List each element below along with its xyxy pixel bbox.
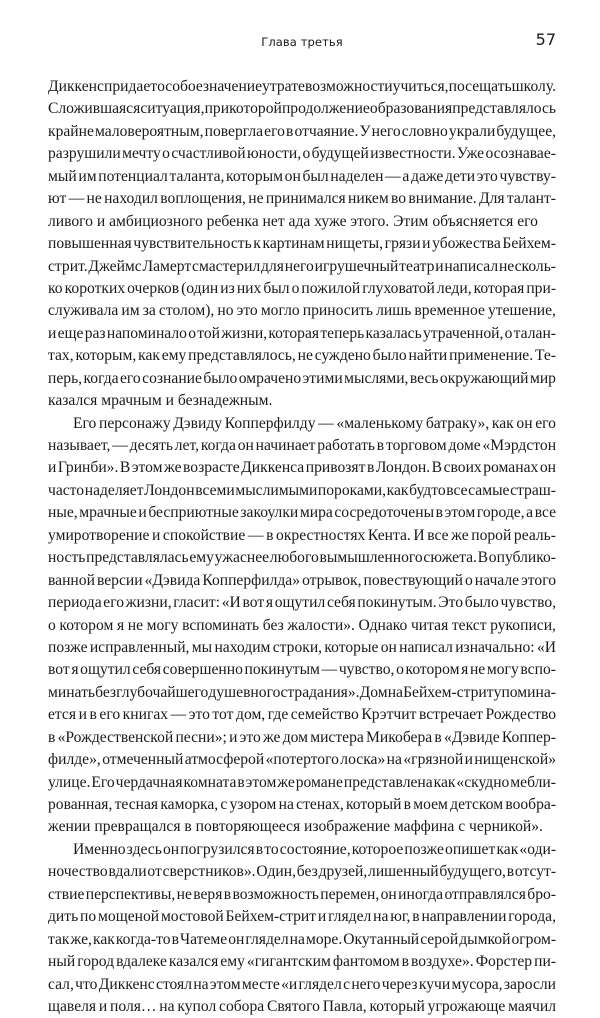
text-line: и еще раз напоминало о той жизни, которая теперь казалась утраченной, о талан-: [48, 324, 556, 342]
text-line: в «Рождественской песни»; и это же дом мистера Микобера в «Дэвиде Коппер-: [48, 728, 556, 746]
text-line: Его персонажу Дэвиду Копперфилду — «маленькому батраку», как он его: [73, 414, 556, 432]
text-line: разрушили мечту о счастливой юности, о будущей известности. Уже осознавае-: [48, 145, 556, 163]
text-line: крайне маловероятным, повергла его в отчаяние. У него словно украли будущее,: [48, 122, 557, 140]
text-line: рованная, тесная каморка, с узором на стенах, который в моем детском вообра-: [48, 796, 557, 813]
text-line: служивала им за столом), но это могло приносить лишь временное утешение,: [48, 302, 556, 320]
text-line: ливого и амбициозного ребенка нет ада хуже этого. Этим объясняется его: [48, 212, 538, 230]
text-line: Именно здесь он погрузился в то состояние, которое позже опишет как «оди-: [73, 840, 557, 858]
running-title: Глава третья: [261, 35, 343, 49]
text-line: тах, которым, как ему представлялось, не суждено было найти применение. Те-: [48, 347, 557, 365]
text-line: казался мрачным и безнадежным.: [48, 392, 273, 410]
text-line: Сложившаяся ситуация, при которой продолжение образования представлялось: [48, 100, 556, 118]
text-line: ют — не находил воплощения, не принимался никем во внимание. Для талант-: [48, 190, 556, 208]
text-line: ночество вдали от сверстников». Один, без друзей, лишенный будущего, в отсут-: [48, 863, 557, 881]
text-line: называет, — десять лет, когда он начинает работать в торговом доме «Мэрдстон: [48, 437, 557, 454]
text-line: часто наделяет Лондон всеми мыслимыми пороками, как будто все самые страш-: [48, 481, 556, 499]
text-line: ствие перспективы, не веря в возможность перемен, он иногда отправлялся бро-: [48, 885, 556, 903]
text-line: так же, как когда-то в Чатеме он глядел на море. Окутанный серой дымкой огром-: [48, 930, 557, 948]
text-line: стрит. Джеймс Ламерт смастерил для него игрушечный театр и написал несколь-: [48, 257, 556, 275]
text-line: ные, мрачные и бесприютные закоулки мира сосредоточены в этом городе, а все: [48, 504, 556, 522]
text-line: ванной версии «Дэвида Копперфилда» отрывок, повествующий о начале этого: [48, 571, 556, 589]
text-line: и Гринби». В этом же возрасте Диккенса привозят в Лондон. В своих романах он: [48, 459, 556, 477]
page-number: 57: [535, 30, 556, 49]
page-header: [48, 30, 556, 56]
text-body: [48, 76, 556, 1018]
text-line: улице. Его чердачная комната в этом же романе представлена как «скудно мебли-: [48, 773, 556, 791]
text-line: минать без глубочайшего душевного страдания». Дом на Бейхем-стрит упомина-: [48, 683, 556, 701]
text-line: ко коротких очерков (один из них был о пожилой глуховатой леди, которая при-: [48, 279, 557, 297]
text-line: позже исправленный, мы находим строки, которые он написал изначально: «И: [48, 638, 557, 656]
text-line: мый им потенциал таланта, которым он был наделен — а даже дети это чувству-: [48, 167, 556, 185]
text-line: периода его жизни, гласит: «И вот я ощутил себя покинутым. Это было чувство,: [48, 594, 557, 612]
paragraph-2: [48, 413, 556, 839]
text-line: о котором я не могу вспоминать без жалости». Однако читая текст рукописи,: [48, 616, 556, 634]
text-line: вот я ощутил себя совершенно покинутым — чувство, о котором я не могу вспо-: [48, 661, 556, 679]
text-line: жении превращался в повторяющееся изображение маффина с черникой».: [48, 818, 543, 836]
text-line: умиротворение и спокойствие — в окрестностях Кента. И все же порой реаль-: [48, 526, 556, 544]
text-line: повышенная чувствительность к картинам нищеты, грязи и убожества Бейхем-: [48, 235, 556, 253]
text-line: щавеля и поля… на купол собора Святого Павла, который угрожающе маячил: [48, 997, 556, 1015]
text-line: перь, когда его сознание было омрачено этими мыслями, весь окружающий мир: [48, 369, 556, 387]
text-line: ность представлялась ему ужаснее любого вымышленного сюжета. В опублико-: [48, 549, 556, 567]
paragraph-1: [48, 76, 556, 413]
text-line: дить по мощеной мостовой Бейхем-стрит и глядел на юг, в направлении города,: [48, 908, 556, 926]
text-line: ный город вдалеке казался ему «гигантским фантомом в воздухе». Форстер пи-: [48, 953, 556, 971]
text-line: филде», отмеченный атмосферой «потертого лоска» на «грязной и нищенской»: [48, 751, 556, 769]
text-line: сал, что Диккенс стоял на этом месте «и глядел с него через кучи мусора, заросли: [48, 975, 556, 993]
text-line: Диккенс придает особое значение утрате возможности учиться, посещать школу.: [48, 78, 556, 95]
text-line: ется и в его книгах — это тот дом, где семейство Крэтчит встречает Рождество: [48, 706, 557, 724]
paragraph-3: [48, 839, 556, 1018]
